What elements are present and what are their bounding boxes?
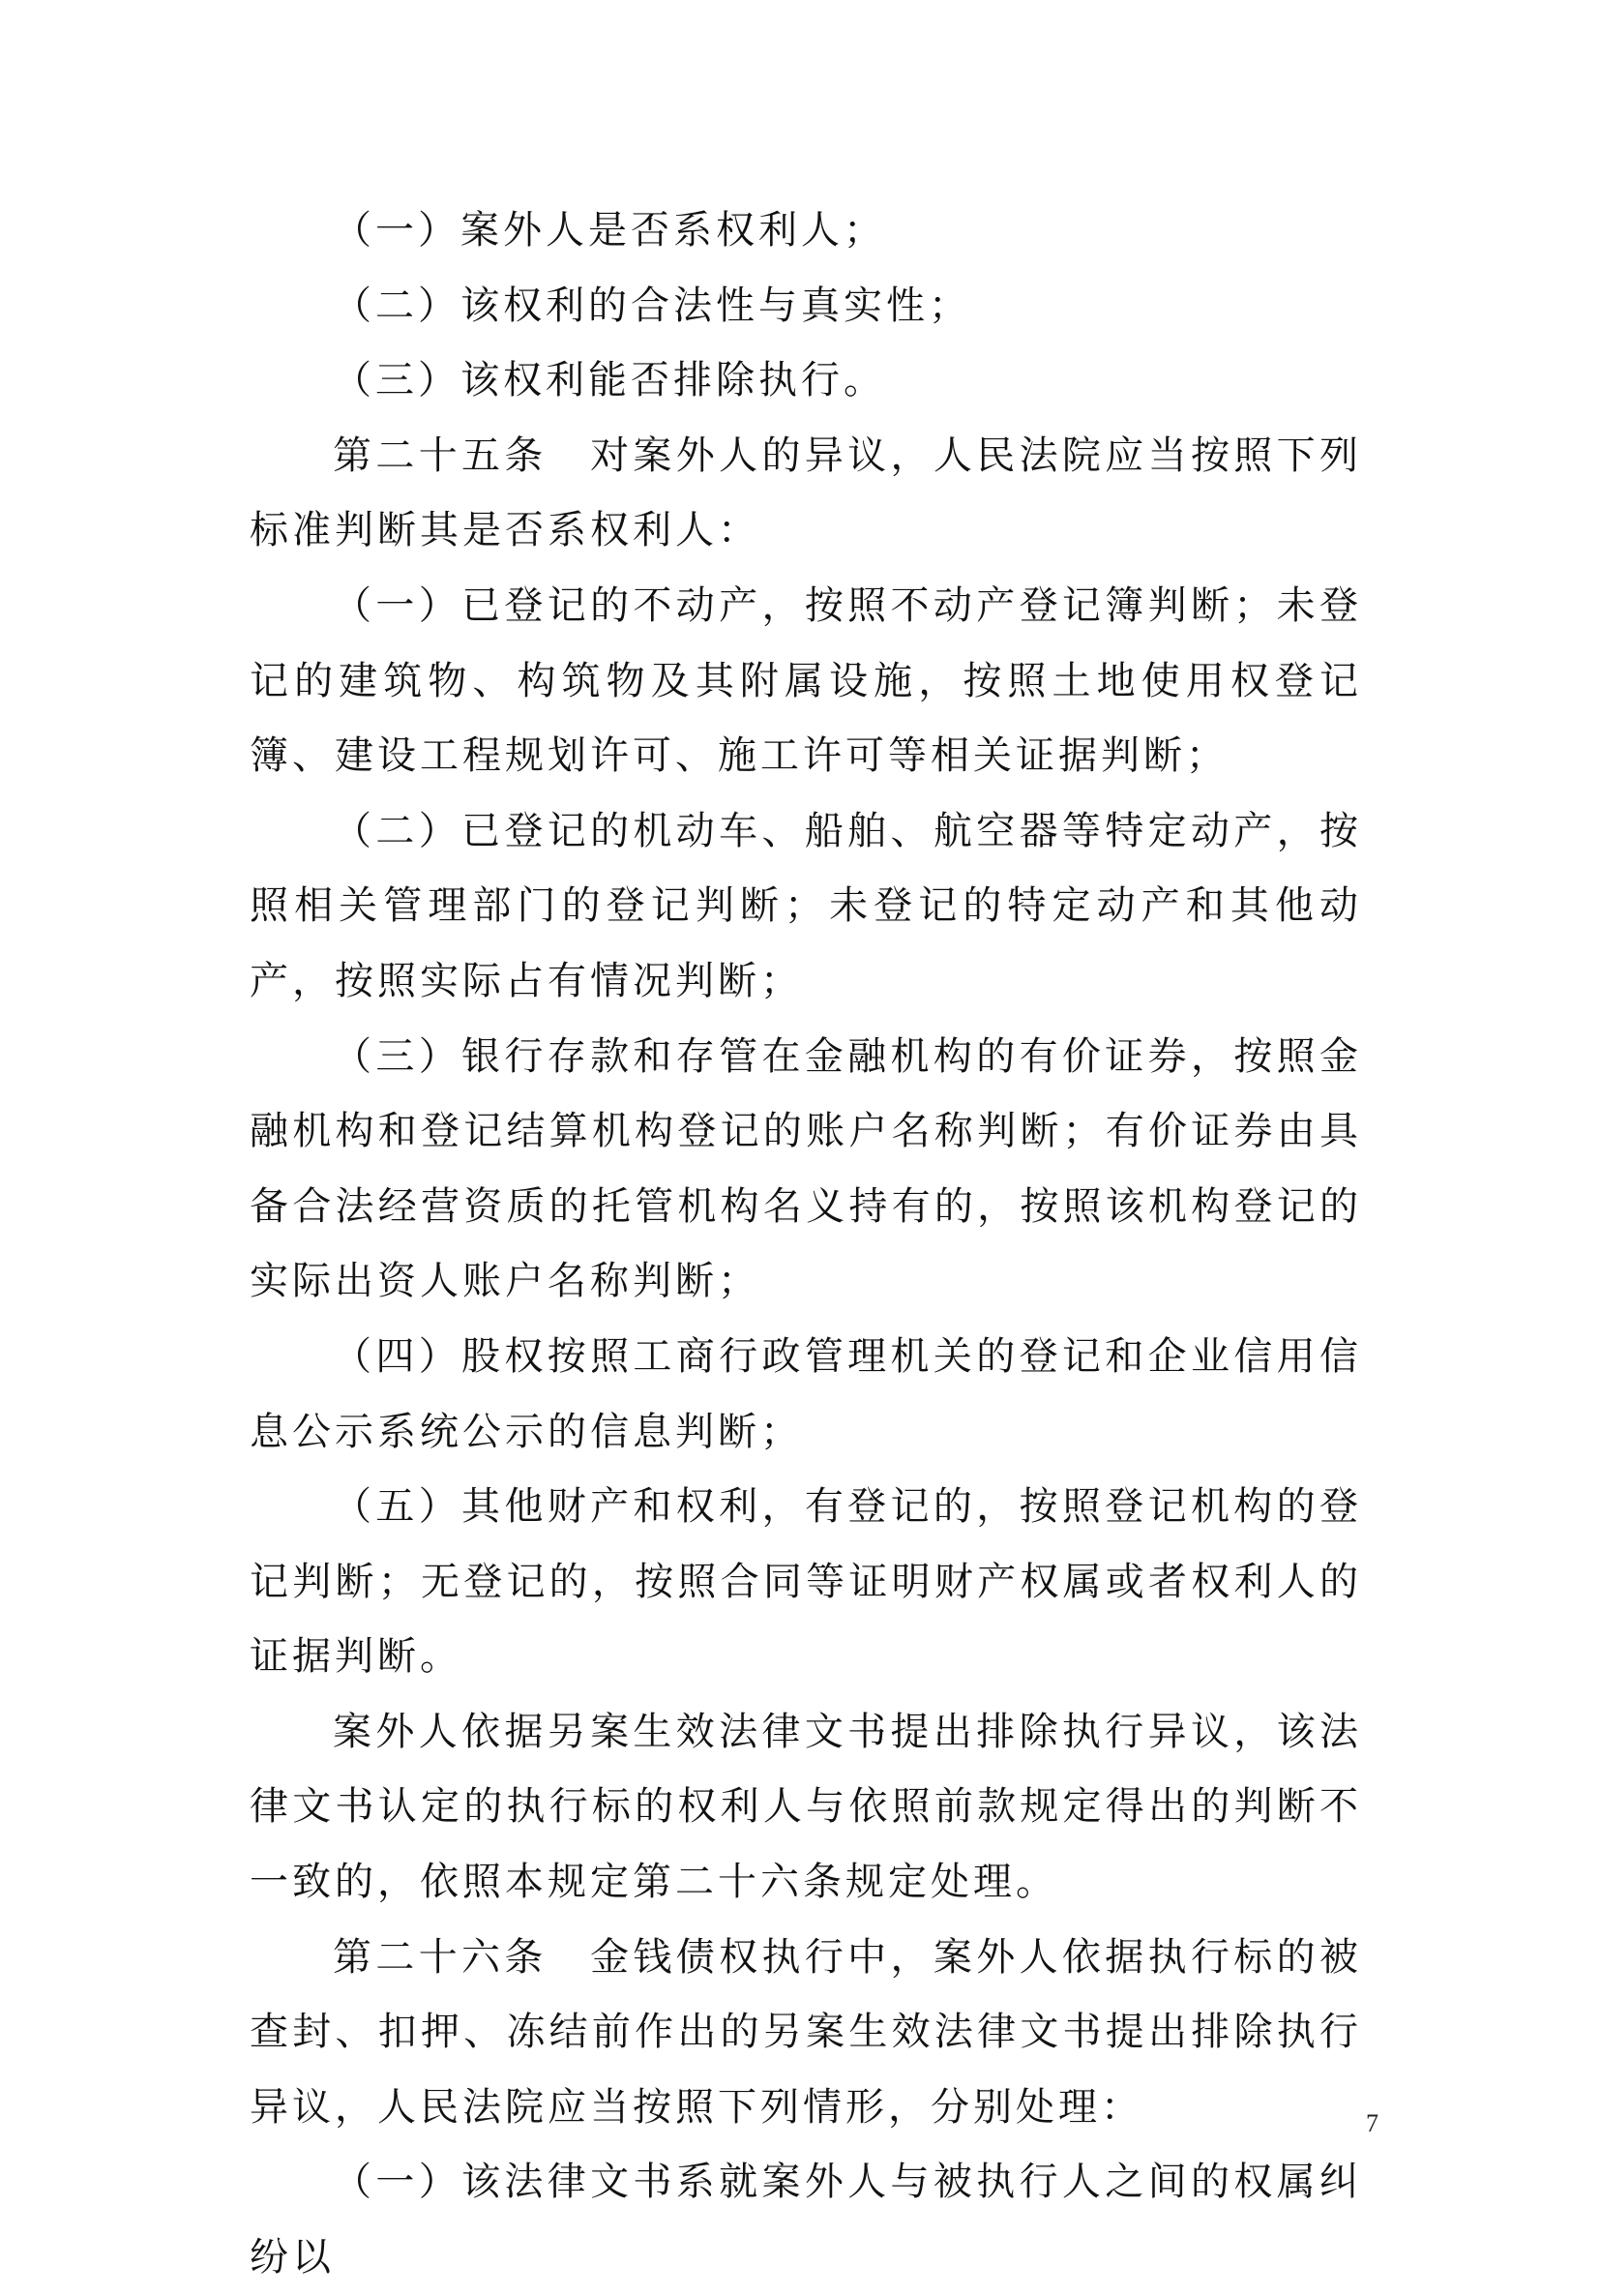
body-text — [250, 194, 1362, 2296]
paragraph: （二）该权利的合法性与真实性； — [333, 283, 971, 328]
paragraph: 第二十六条 金钱债权执行中，案外人依据执行标的被查封、扣押、冻结前作出的另案生效法律文书提出排除执行异议，人民法院应当按照下列情形，分别处理： — [250, 1934, 1362, 2130]
paragraph: 案外人依据另案生效法律文书提出排除执行异议，该法律文书认定的执行标的权利人与依照前款规定得出的判断不一致的，依照本规定第二十六条规定处理。 — [250, 1709, 1362, 1905]
page-number: 7 — [1366, 2109, 1378, 2137]
paragraph: （一）该法律文书系就案外人与被执行人之间的权属纠纷以 — [250, 2160, 1362, 2281]
paragraph: （一）案外人是否系权利人； — [333, 208, 886, 253]
paragraph: （四）股权按照工商行政管理机关的登记和企业信用信息公示系统公示的信息判断； — [250, 1333, 1362, 1454]
paragraph: （一）已登记的不动产，按照不动产登记簿判断；未登记的建筑物、构筑物及其附属设施，按照土地使用权登记簿、建设工程规划许可、施工许可等相关证据判断； — [250, 582, 1362, 779]
paragraph: 第二十五条 对案外人的异议，人民法院应当按照下列标准判断其是否系权利人： — [250, 432, 1362, 553]
paragraph: （三）银行存款和存管在金融机构的有价证券，按照金融机构和登记结算机构登记的账户名称判断；有价证券由具备合法经营资质的托管机构名义持有的，按照该机构登记的实际出资人账户名称判断； — [250, 1033, 1362, 1304]
paragraph: （二）已登记的机动车、船舶、航空器等特定动产，按照相关管理部门的登记判断；未登记的特定动产和其他动产，按照实际占有情况判断； — [250, 808, 1362, 1003]
paragraph: （五）其他财产和权利，有登记的，按照登记机构的登记判断；无登记的，按照合同等证明财产权属或者权利人的证据判断。 — [250, 1484, 1362, 1680]
paragraph: （三）该权利能否排除执行。 — [333, 358, 886, 403]
